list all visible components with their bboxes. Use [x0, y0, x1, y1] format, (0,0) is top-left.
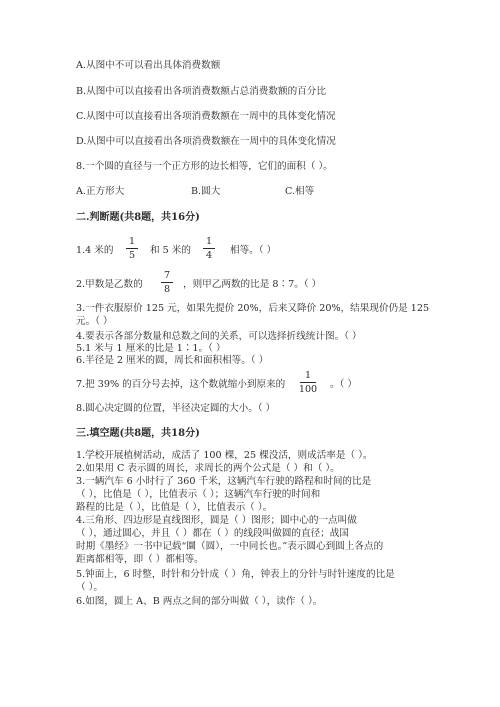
s3-line: 4.三角形、四边形是直线图形，圆是（ ）图形；圆中心的一点叫做 [76, 515, 357, 526]
q8-text: 8.一个圆的直径与一个正方形的边长相等，它们的面积（ ）。 [76, 161, 333, 172]
s3-line: 3.一辆汽车 6 小时行了 360 千米，这辆汽车行驶的路程和时间的比是 [76, 476, 372, 487]
fraction-numerator: 1 [128, 236, 136, 247]
s2-q6: 6.半径是 2 厘米的圆，周长和面积相等。（ ） [76, 355, 269, 366]
s2-q2-pre: 2.甲数是乙数的 [76, 279, 143, 290]
fraction-bar [161, 282, 173, 283]
fraction-numerator: 1 [205, 236, 213, 247]
s3-line: 6.如图，圆上 A、B 两点之间的部分叫做（ ），读作（ ）。 [76, 596, 323, 607]
fraction-bar [203, 248, 215, 249]
s2-q3-line2: 元。（ ） [76, 316, 113, 327]
q7-option-d: D.从图中可以直接看出各项消费数额在一周中的具体变化情况 [76, 136, 336, 147]
s2-q7-pre: 7.把 39% 的百分号去掉，这个数就缩小到原来的 [76, 379, 286, 390]
s2-q8: 8.圆心决定圆的位置，半径决定圆的大小。（ ） [76, 403, 276, 414]
section3-title: 三.填空题(共8题，共18分) [76, 428, 200, 439]
q7-option-b: B.从图中可以直接看出各项消费数额占总消费数额的百分比 [76, 86, 326, 97]
q7-option-c: C.从图中可以直接看出各项消费数额在一周中的具体变化情况 [76, 111, 336, 122]
fraction-denominator: 100 [298, 384, 318, 395]
s2-q1-fraction-1 [124, 236, 140, 261]
s2-q1-mid: 和 5 米的 [150, 245, 191, 256]
s3-line: （ ），比值是（ ），比值表示（ ）；这辆汽车行驶的时间和 [76, 489, 321, 500]
s2-q7-post: 。（ ） [330, 379, 358, 390]
s3-line: （ ），通过圆心，并且（ ）都在（ ）的线段叫做圆的直径；战国 [76, 528, 349, 539]
s2-q1-pre: 1.4 米的 [76, 245, 114, 256]
fraction-numerator: 7 [163, 270, 171, 281]
fraction-bar [300, 382, 316, 383]
s3-line: 5.钟面上，6 时整，时针和分针成（ ）角，钟表上的分针与时针速度的比是 [76, 569, 395, 580]
s2-q2-post: ，则甲乙两数的比是 8∶7。（ ） [183, 279, 322, 290]
s3-line: 时期《墨经》一书中记载“圜（圆），一中同长也。”表示圆心到圆上各点的 [76, 541, 384, 552]
fraction-numerator: 1 [304, 370, 312, 381]
s3-line: 2.如果用 C 表示圆的周长，求周长的两个公式是（ ）和（ ）。 [76, 463, 340, 474]
fraction-bar [126, 248, 138, 249]
s3-line: 1.学校开展植树活动，成活了 100 棵，25 棵没活，则成活率是（ ）。 [76, 450, 373, 461]
s3-line: 距离都相等，即（ ）都相等。 [76, 554, 204, 565]
s3-line: 路程的比是（ ），比值是（ ），比值表示（ ）。 [76, 502, 273, 513]
q7-option-a: A.从图中不可以看出具体消费数额 [76, 60, 221, 71]
q8-option-c: C.相等 [285, 186, 315, 197]
s2-q1-post: 相等。（ ） [230, 245, 277, 256]
s2-q1-fraction-2 [201, 236, 217, 261]
s3-line: （ ）。 [76, 582, 104, 593]
s2-q2-fraction [159, 270, 175, 295]
s2-q5: 5.1 米与 1 厘米的比是 1∶1。（ ） [76, 343, 226, 354]
fraction-denominator: 8 [163, 284, 171, 295]
fraction-denominator: 5 [128, 250, 136, 261]
section2-title: 二.判断题(共8题，共16分) [76, 212, 200, 223]
q8-option-b: B.圆大 [191, 186, 221, 197]
s2-q4: 4.要表示各部分数量和总数之间的关系，可以选择折线统计图。（ ） [76, 331, 362, 342]
fraction-denominator: 4 [205, 250, 213, 261]
s2-q3-line1: 3.一件衣服原价 125 元，如果先提价 20%，后来又降价 20%，结果现价仍是 125 [76, 303, 430, 314]
s2-q7-fraction [298, 370, 318, 395]
q8-option-a: A.正方形大 [76, 186, 125, 197]
